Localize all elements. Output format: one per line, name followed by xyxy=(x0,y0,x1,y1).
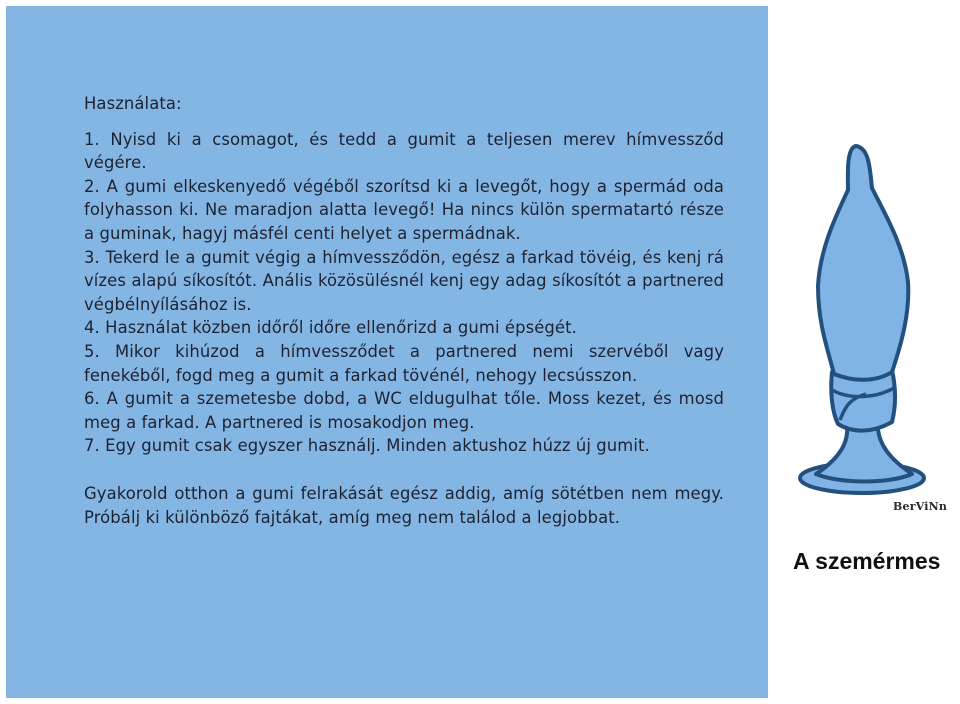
instruction-step-6: 6. A gumit a szemetesbe dobd, a WC eldugulhat tőle. Moss kezet, és mosd meg a farkad. A partnered is mosakodjon meg. xyxy=(84,389,724,432)
condom-body xyxy=(818,146,908,380)
artist-signature: BerViNn xyxy=(893,500,948,513)
instruction-step-1: 1. Nyisd ki a csomagot, és tedd a gumit a teljesen merev hímvessződ végére. xyxy=(84,129,724,173)
closing-paragraph: Gyakorold otthon a gumi felrakását egész addig, amíg sötétben nem megy. Próbálj ki különböző fajtákat, amíg meg nem találod a legjobbat. xyxy=(84,483,724,527)
instructions-text xyxy=(84,92,724,529)
instruction-step-4: 4. Használat közben időről időre ellenőrizd a gumi épségét. xyxy=(84,318,577,338)
blue-text-panel xyxy=(6,6,768,698)
condom-shape-illustration-icon xyxy=(780,136,960,532)
instruction-step-5: 5. Mikor kihúzod a hímvessződet a partnered nemi szervéből vagy fenekéből, fogd meg a gumit a farkad tövénél, nehogy lecsússzon. xyxy=(84,341,724,385)
illustration-caption: A szemérmes xyxy=(793,548,941,574)
instruction-step-3: 3. Tekerd le a gumit végig a hímvessződön, egész a farkad tövéig, és kenj rá vízes alapú síkosítót. Anális közösülésnél kenj egy adag síkosítót a partnered végbélnyílásához is. xyxy=(84,247,724,314)
instruction-step-7: 7. Egy gumit csak egyszer használj. Minden aktushoz húzz új gumit. xyxy=(84,436,650,456)
instruction-step-2: 2. A gumi elkeskenyedő végéből szorítsd ki a levegőt, hogy a spermád oda folyhasson ki. Ne maradjon alatta levegő! Ha nincs külön spermatartó része a guminak, hagyj másfél centi helyet a spermádnak. xyxy=(84,176,724,243)
instructions-heading: Használata: xyxy=(84,94,182,113)
